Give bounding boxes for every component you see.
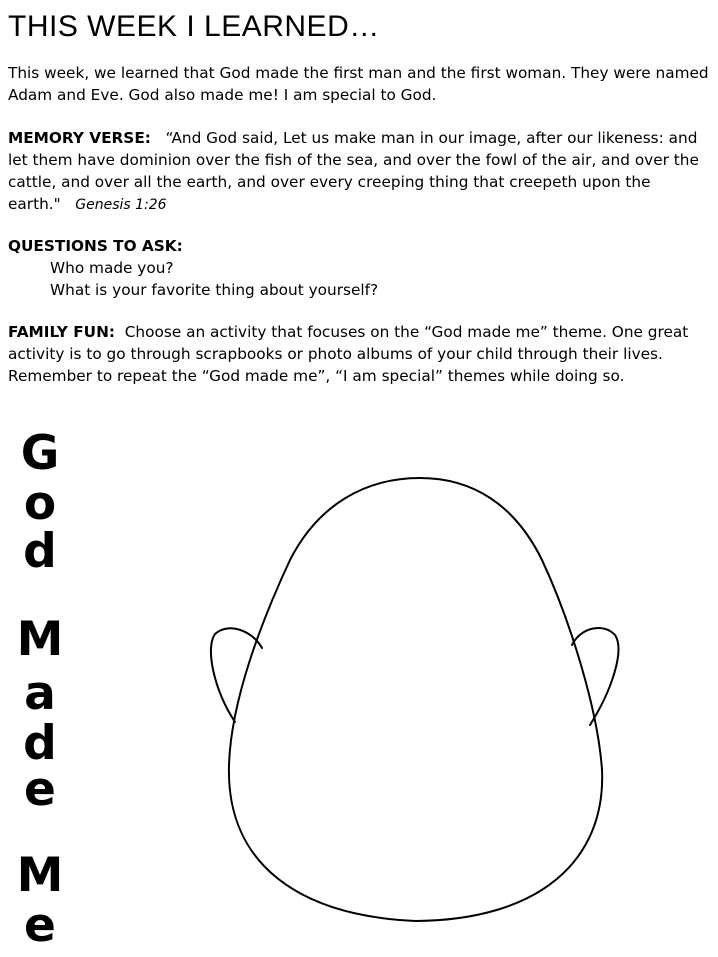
vertical-letter: G xyxy=(20,426,60,481)
memory-verse-label: MEMORY VERSE: xyxy=(8,129,151,147)
vertical-letter: M xyxy=(16,612,64,667)
intro-paragraph: This week, we learned that God made the first man and the first woman. They were named Adam and Eve. God also made me! I am special to God. xyxy=(8,64,709,104)
head-outline xyxy=(229,478,602,921)
vertical-letter: d xyxy=(23,716,57,771)
questions-label: QUESTIONS TO ASK: xyxy=(8,237,183,255)
question-item: Who made you? xyxy=(50,259,174,277)
question-item: What is your favorite thing about yourself? xyxy=(50,281,379,299)
vertical-letter: a xyxy=(24,666,56,721)
vertical-letter: M xyxy=(16,848,64,903)
vertical-letter: e xyxy=(24,762,56,817)
page-title: THIS WEEK I LEARNED… xyxy=(8,10,380,43)
vertical-letter: d xyxy=(23,524,57,579)
vertical-letter: e xyxy=(24,898,56,953)
right-ear-outline xyxy=(572,628,618,725)
family-fun-text: Choose an activity that focuses on the “God made me” theme. One great activity is to go through scrapbooks or photo albums of your child through their lives. Remember to repeat the “God made me”, “I am special” themes while doing so. xyxy=(8,323,689,385)
vertical-letter: o xyxy=(23,476,57,531)
family-fun-label: FAMILY FUN: xyxy=(8,323,116,341)
memory-verse-text: “And God said, Let us make man in our image, after our likeness: and let them have dominion over the fish of the sea, and over the fowl of the air, and over the cattle, and over all the earth, and over every creeping thing that creepeth upon the earth." xyxy=(8,129,699,213)
memory-verse-reference: Genesis 1:26 xyxy=(75,197,167,213)
